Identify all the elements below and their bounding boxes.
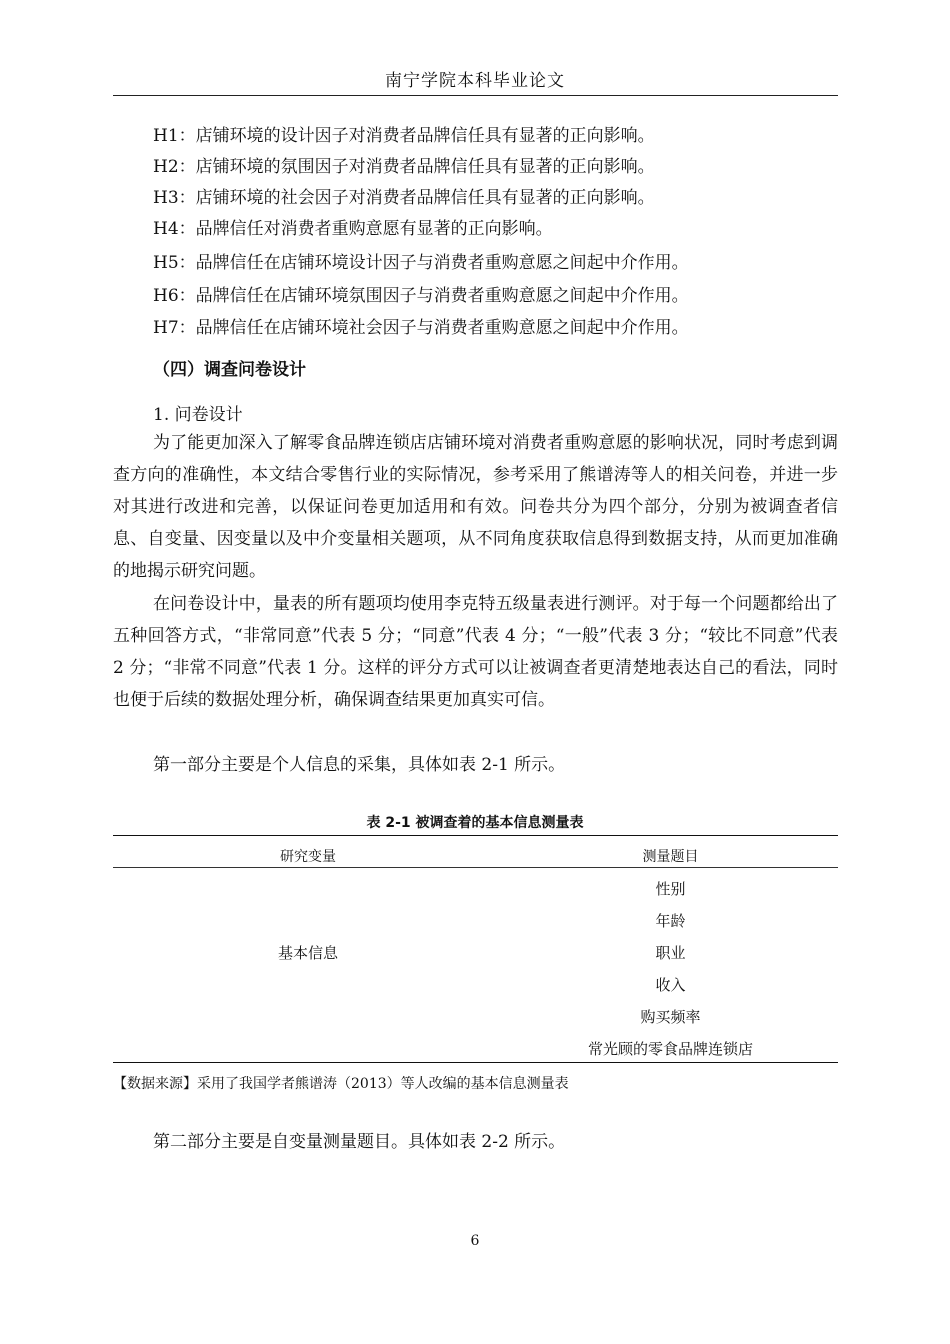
table-header-variable: 研究变量	[280, 849, 336, 865]
running-header-title: 南宁学院本科毕业论文	[385, 71, 565, 91]
subsection-heading: 1. 问卷设计	[153, 405, 243, 425]
hypothesis-h7: H7：品牌信任在店铺环境社会因子与消费者重购意愿之间起中介作用。	[153, 318, 689, 338]
hypothesis-h5: H5：品牌信任在店铺环境设计因子与消费者重购意愿之间起中介作用。	[153, 253, 689, 273]
hypothesis-h2: H2：店铺环境的氛围因子对消费者品牌信任具有显著的正向影响。	[153, 157, 655, 177]
table-source-note: 【数据来源】采用了我国学者熊谱涛（2013）等人改编的基本信息测量表	[113, 1076, 569, 1092]
hypothesis-h6: H6：品牌信任在店铺环境氛围因子与消费者重购意愿之间起中介作用。	[153, 286, 689, 306]
table-header-rule	[113, 867, 838, 868]
table-header-items: 测量题目	[642, 849, 699, 865]
section-heading: （四）调查问卷设计	[153, 360, 306, 380]
table-cell-item: 常光顾的零食品牌连锁店	[587, 1040, 753, 1058]
hypothesis-h3: H3：店铺环境的社会因子对消费者品牌信任具有显著的正向影响。	[153, 188, 655, 208]
paragraph-intro: 为了能更加深入了解零食品牌连锁店店铺环境对消费者重购意愿的影响状况，同时考虑到调查方向的准确性，本文结合零售行业的实际情况，参考采用了熊谱涛等人的相关问卷，并进一步对其进行改进和完善，以保证问卷更加适用和有效。问卷共分为四个部分，分别为被调查者信息、自变量、因变量以及中介变量相关题项，从不同角度获取信息得到数据支持，从而更加准确的地揭示研究问题。	[113, 433, 838, 581]
table-cell-item: 收入	[655, 976, 686, 994]
header-rule	[113, 95, 838, 96]
paragraph-likert: 在问卷设计中，量表的所有题项均使用李克特五级量表进行测评。对于每一个问题都给出了五种回答方式，“非常同意”代表 5 分；“同意”代表 4 分；“一般”代表 3 分；“较比不同意”代表 2 分；“非常不同意”代表 1 分。这样的评分方式可以让被调查者更清楚地表达自己的看法，同时也便于后续的数据处理分析，确保调查结果更加真实可信。	[113, 594, 838, 710]
table-cell-item: 购买频率	[640, 1008, 701, 1026]
hypothesis-h1: H1：店铺环境的设计因子对消费者品牌信任具有显著的正向影响。	[153, 126, 655, 146]
table-bottom-rule	[113, 1062, 838, 1063]
paragraph-part-two: 第二部分主要是自变量测量题目。具体如表 2-2 所示。	[153, 1132, 566, 1152]
table-caption: 表 2-1 被调查着的基本信息测量表	[366, 815, 584, 831]
table-cell-item: 性别	[655, 880, 686, 898]
hypothesis-h4: H4：品牌信任对消费者重购意愿有显著的正向影响。	[153, 219, 553, 239]
table-cell-variable: 基本信息	[277, 944, 338, 962]
table-cell-item: 年龄	[655, 912, 686, 930]
paragraph-part-one: 第一部分主要是个人信息的采集，具体如表 2-1 所示。	[153, 755, 566, 775]
table-top-rule	[113, 835, 838, 836]
page-number: 6	[470, 1233, 480, 1249]
table-cell-item: 职业	[655, 944, 686, 962]
